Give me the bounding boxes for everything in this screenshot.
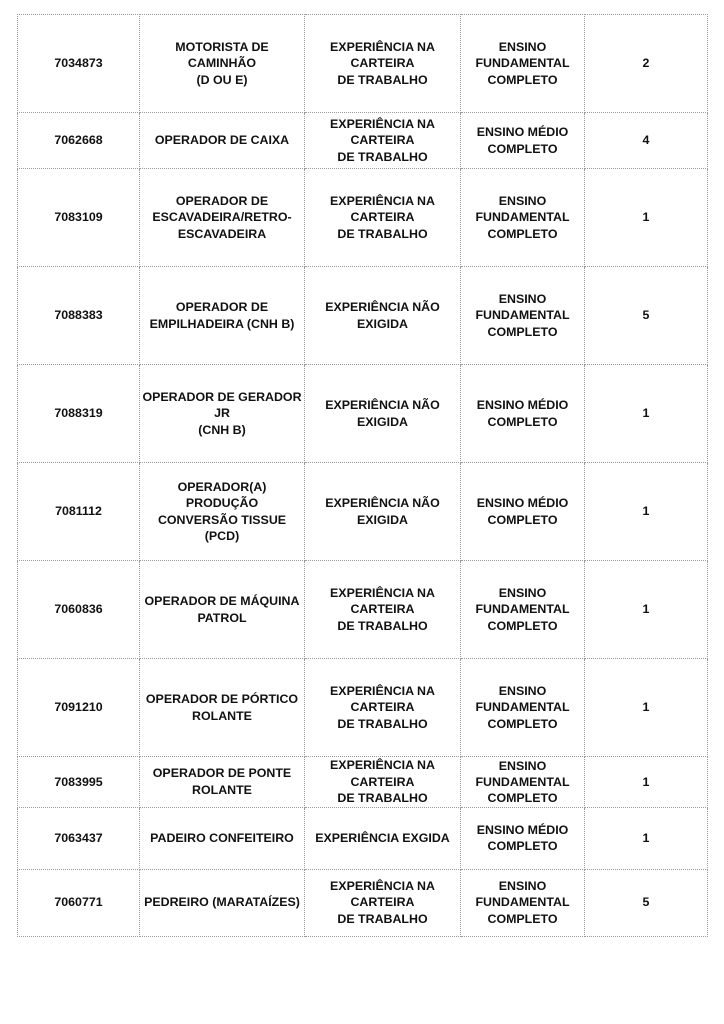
job-title: OPERADOR DE ESCAVADEIRA/RETRO- ESCAVADEIRA bbox=[140, 169, 305, 267]
vacancy-count: 1 bbox=[585, 561, 708, 659]
job-title: PEDREIRO (MARATAÍZES) bbox=[140, 869, 305, 936]
vacancy-count: 1 bbox=[585, 169, 708, 267]
education-requirement: ENSINO FUNDAMENTAL COMPLETO bbox=[461, 15, 585, 113]
vacancy-count: 1 bbox=[585, 659, 708, 757]
experience-requirement: EXPERIÊNCIA NÃO EXIGIDA bbox=[305, 365, 461, 463]
table-row bbox=[18, 659, 708, 757]
vacancy-code: 7034873 bbox=[18, 15, 140, 113]
table-body bbox=[18, 15, 708, 937]
vacancy-code: 7091210 bbox=[18, 659, 140, 757]
experience-requirement: EXPERIÊNCIA NÃO EXIGIDA bbox=[305, 463, 461, 561]
job-title: OPERADOR DE CAIXA bbox=[140, 113, 305, 169]
job-title: OPERADOR(A) PRODUÇÃO CONVERSÃO TISSUE (PCD) bbox=[140, 463, 305, 561]
vacancy-code: 7060771 bbox=[18, 869, 140, 936]
education-requirement: ENSINO MÉDIO COMPLETO bbox=[461, 113, 585, 169]
job-title: OPERADOR DE MÁQUINA PATROL bbox=[140, 561, 305, 659]
vacancy-count: 4 bbox=[585, 113, 708, 169]
experience-requirement: EXPERIÊNCIA NA CARTEIRA DE TRABALHO bbox=[305, 15, 461, 113]
education-requirement: ENSINO FUNDAMENTAL COMPLETO bbox=[461, 757, 585, 808]
experience-requirement: EXPERIÊNCIA NA CARTEIRA DE TRABALHO bbox=[305, 113, 461, 169]
education-requirement: ENSINO MÉDIO COMPLETO bbox=[461, 807, 585, 869]
vacancy-count: 1 bbox=[585, 365, 708, 463]
education-requirement: ENSINO FUNDAMENTAL COMPLETO bbox=[461, 659, 585, 757]
experience-requirement: EXPERIÊNCIA NA CARTEIRA DE TRABALHO bbox=[305, 869, 461, 936]
vacancy-code: 7088319 bbox=[18, 365, 140, 463]
education-requirement: ENSINO MÉDIO COMPLETO bbox=[461, 463, 585, 561]
table-row bbox=[18, 113, 708, 169]
education-requirement: ENSINO FUNDAMENTAL COMPLETO bbox=[461, 869, 585, 936]
vacancy-code: 7088383 bbox=[18, 267, 140, 365]
experience-requirement: EXPERIÊNCIA NA CARTEIRA DE TRABALHO bbox=[305, 169, 461, 267]
table-row bbox=[18, 365, 708, 463]
vacancy-count: 1 bbox=[585, 463, 708, 561]
table-row bbox=[18, 807, 708, 869]
job-title: OPERADOR DE PÓRTICO ROLANTE bbox=[140, 659, 305, 757]
table-row bbox=[18, 169, 708, 267]
experience-requirement: EXPERIÊNCIA EXGIDA bbox=[305, 807, 461, 869]
vacancy-count: 5 bbox=[585, 869, 708, 936]
vacancy-code: 7083995 bbox=[18, 757, 140, 808]
table-row bbox=[18, 463, 708, 561]
job-title: OPERADOR DE PONTE ROLANTE bbox=[140, 757, 305, 808]
table-row bbox=[18, 267, 708, 365]
table-row bbox=[18, 15, 708, 113]
job-title: OPERADOR DE GERADOR JR (CNH B) bbox=[140, 365, 305, 463]
job-title: PADEIRO CONFEITEIRO bbox=[140, 807, 305, 869]
education-requirement: ENSINO FUNDAMENTAL COMPLETO bbox=[461, 561, 585, 659]
document-sheet bbox=[17, 14, 707, 937]
experience-requirement: EXPERIÊNCIA NA CARTEIRA DE TRABALHO bbox=[305, 561, 461, 659]
experience-requirement: EXPERIÊNCIA NA CARTEIRA DE TRABALHO bbox=[305, 757, 461, 808]
education-requirement: ENSINO FUNDAMENTAL COMPLETO bbox=[461, 267, 585, 365]
education-requirement: ENSINO FUNDAMENTAL COMPLETO bbox=[461, 169, 585, 267]
experience-requirement: EXPERIÊNCIA NÃO EXIGIDA bbox=[305, 267, 461, 365]
vacancy-code: 7060836 bbox=[18, 561, 140, 659]
table-row bbox=[18, 561, 708, 659]
vacancy-code: 7062668 bbox=[18, 113, 140, 169]
vacancy-count: 1 bbox=[585, 807, 708, 869]
vacancy-count: 1 bbox=[585, 757, 708, 808]
job-vacancies-table bbox=[17, 14, 708, 937]
job-title: MOTORISTA DE CAMINHÃO (D OU E) bbox=[140, 15, 305, 113]
vacancy-count: 2 bbox=[585, 15, 708, 113]
education-requirement: ENSINO MÉDIO COMPLETO bbox=[461, 365, 585, 463]
vacancy-count: 5 bbox=[585, 267, 708, 365]
vacancy-code: 7083109 bbox=[18, 169, 140, 267]
table-row bbox=[18, 757, 708, 808]
experience-requirement: EXPERIÊNCIA NA CARTEIRA DE TRABALHO bbox=[305, 659, 461, 757]
table-row bbox=[18, 869, 708, 936]
vacancy-code: 7063437 bbox=[18, 807, 140, 869]
job-title: OPERADOR DE EMPILHADEIRA (CNH B) bbox=[140, 267, 305, 365]
vacancy-code: 7081112 bbox=[18, 463, 140, 561]
